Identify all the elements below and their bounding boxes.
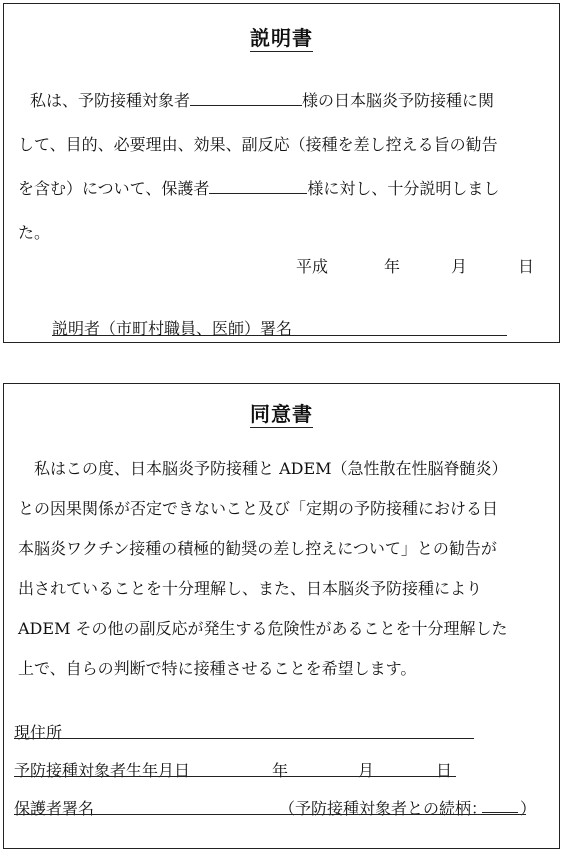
birthdate-label: 予防接種対象者生年月日: [14, 761, 191, 780]
consent-line-6: 上で、自らの判断で特に接種させることを希望します。: [18, 659, 417, 678]
explanation-line-1: 私は、予防接種対象者 様の日本脳炎予防接種に関: [30, 91, 495, 110]
relation-close: ）: [520, 799, 537, 818]
date-era: 平成: [296, 257, 329, 276]
explanation-title: 説明書: [250, 26, 313, 50]
consent-line-5: ADEM その他の副反応が発生する危険性があることを十分理解した: [18, 619, 508, 638]
guardian-signature-field[interactable]: [14, 814, 526, 815]
consent-line-2: との因果関係が否定できないこと及び「定期の予防接種における日: [18, 499, 499, 518]
explanation-line-2: して、目的、必要理由、効果、副反応（接種を差し控える旨の勧告: [18, 135, 498, 154]
date-day-label: 日: [518, 257, 535, 276]
explanation-line-4: た。: [18, 223, 51, 242]
consent-line-1: 私はこの度、日本脳炎予防接種と ADEM（急性散在性脳脊髄炎）: [34, 459, 508, 478]
date-year-label: 年: [384, 257, 401, 276]
guardian-name-blank[interactable]: [209, 178, 307, 194]
address-field[interactable]: [14, 738, 474, 739]
consent-form: [3, 383, 560, 849]
explainer-signature-line[interactable]: [52, 335, 507, 336]
birth-year-label: 年: [272, 761, 289, 780]
birthdate-field[interactable]: [14, 776, 456, 777]
address-label: 現住所: [14, 723, 63, 742]
relation-label: （予防接種対象者との続柄：: [279, 799, 488, 818]
date-month-label: 月: [451, 257, 468, 276]
consent-line-3: 本脳炎ワクチン接種の積極的勧奨の差し控えについて」との勧告が: [18, 539, 497, 558]
guardian-signature-label: 保護者署名: [14, 799, 95, 818]
subject-name-blank[interactable]: [190, 90, 302, 106]
consent-line-4: 出されていることを十分理解し、また、日本脳炎予防接種により: [18, 579, 483, 598]
explainer-signature-label: 説明者（市町村職員、医師）署名: [52, 319, 293, 338]
birth-day-label: 日: [436, 761, 453, 780]
consent-title: 同意書: [250, 402, 313, 426]
birth-month-label: 月: [358, 761, 375, 780]
relation-blank[interactable]: [482, 812, 518, 813]
explanation-form: [3, 3, 560, 343]
explanation-line-3: を含む）について、保護者 様に対し、十分説明しまし: [18, 179, 500, 198]
